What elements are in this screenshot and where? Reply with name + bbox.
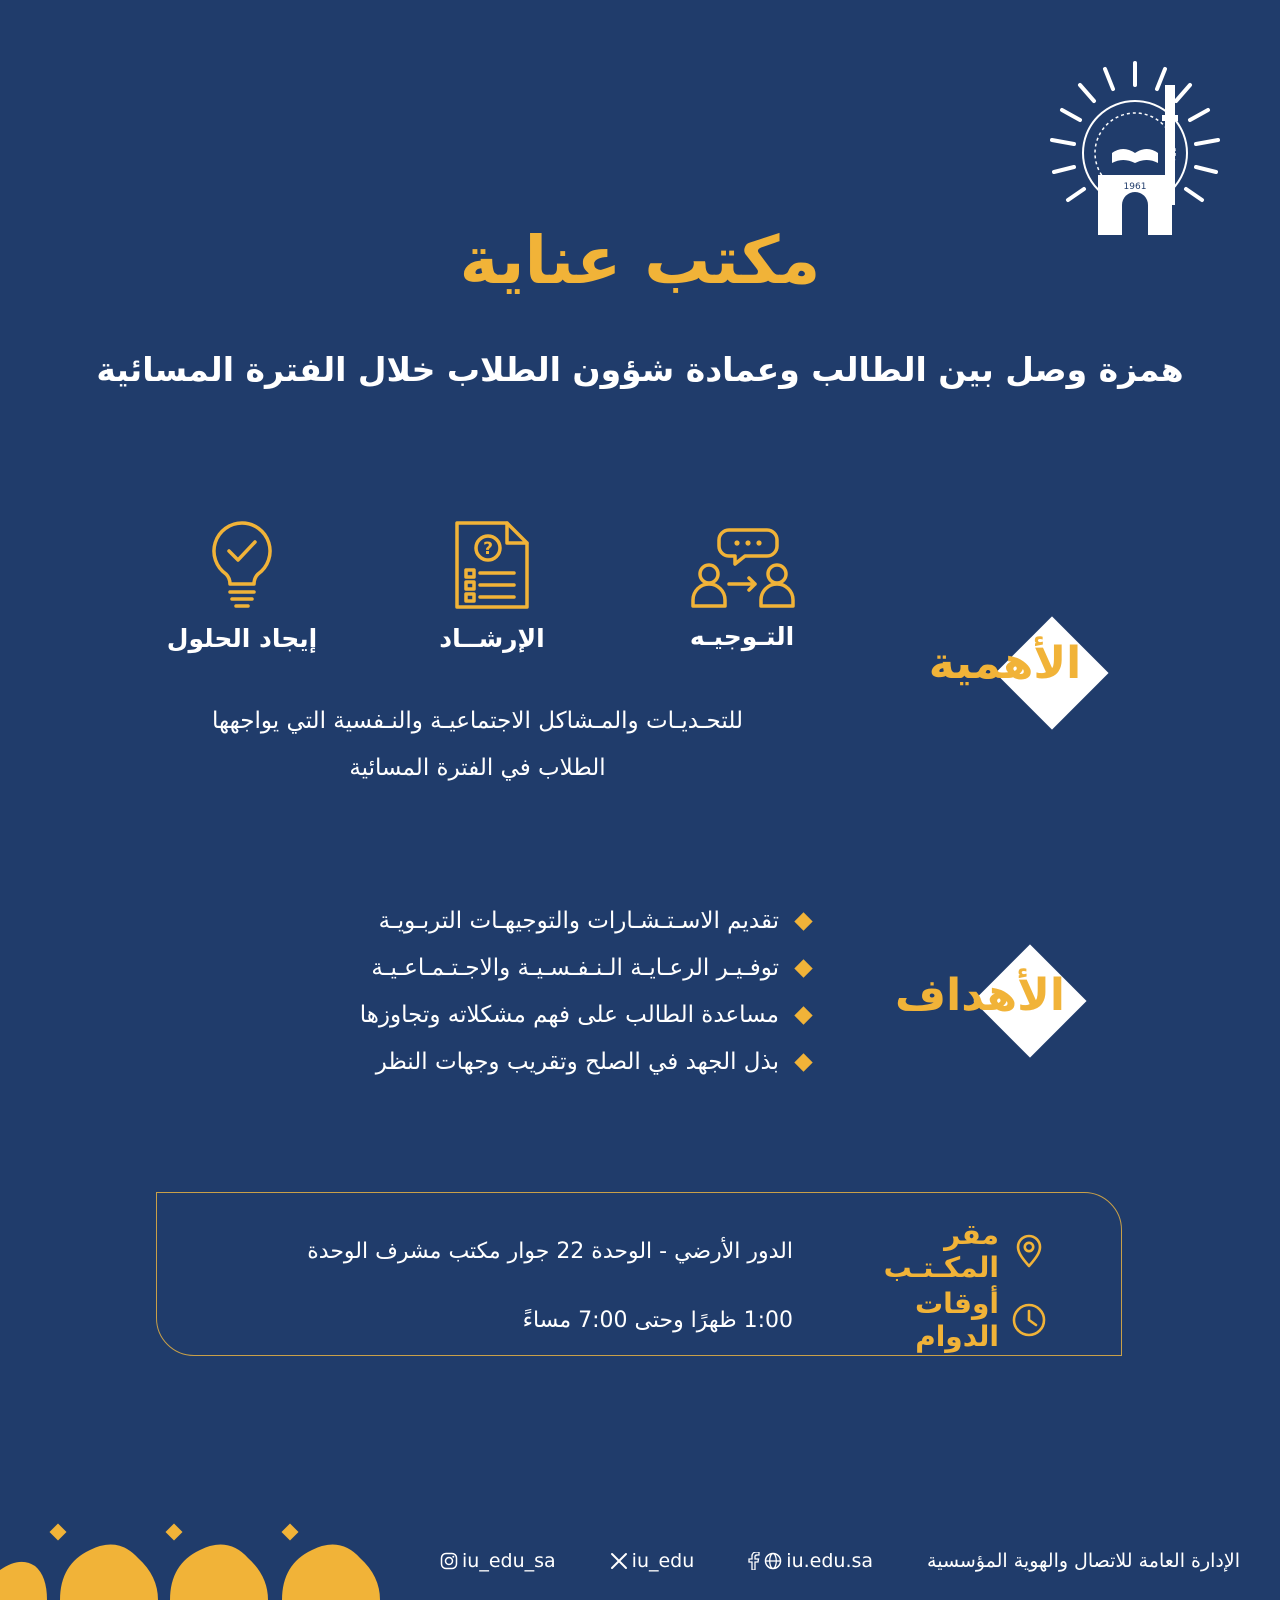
goals-list <box>300 898 810 1086</box>
footer <box>440 1545 1240 1577</box>
facebook-icon <box>748 1552 760 1570</box>
footer-org: الإدارة العامة للاتصال والهوية المؤسسية <box>927 1550 1240 1572</box>
website-text: iu.edu.sa <box>786 1550 874 1572</box>
decorative-domes <box>0 1520 420 1600</box>
goal-text: بذل الجهد في الصلح وتقريب وجهات النظر <box>375 1049 779 1075</box>
feature-label: الإرشــاد <box>439 624 545 653</box>
website-link[interactable] <box>748 1550 873 1572</box>
x-handle-text: iu_edu <box>631 1550 695 1572</box>
globe-icon <box>764 1552 782 1570</box>
hours-row <box>523 1287 1047 1353</box>
diamond-bullet-icon <box>794 1006 812 1024</box>
hours-value: 1:00 ظهرًا وحتى 7:00 مساءً <box>522 1307 793 1333</box>
feature-label: إيجاد الحلول <box>166 624 318 653</box>
x-logo-icon <box>610 1552 628 1570</box>
diamond-bullet-icon <box>794 1053 812 1071</box>
instagram-icon <box>440 1552 458 1570</box>
importance-heading: الأهمية <box>928 638 1082 689</box>
feature-guidance <box>622 522 862 651</box>
feature-counseling <box>372 520 612 653</box>
question-document-icon <box>452 520 532 610</box>
goal-item <box>300 898 810 945</box>
page-title: مكتب عناية <box>459 222 821 299</box>
goals-heading: الأهداف <box>895 970 1065 1021</box>
diamond-bullet-icon <box>794 912 812 930</box>
location-pin-icon <box>1011 1233 1047 1269</box>
instagram-link[interactable] <box>440 1550 556 1572</box>
page-subtitle: همزة وصل بين الطالب وعمادة شؤون الطلاب خلال الفترة المسائية <box>96 350 1184 389</box>
goal-item <box>300 992 810 1039</box>
importance-description <box>150 698 805 792</box>
svg-text:1961: 1961 <box>1123 182 1147 192</box>
feature-label: التـوجيـه <box>689 622 795 651</box>
svg-text:?: ? <box>483 539 493 559</box>
goal-text: تقديم الاسـتـشـارات والتوجيهـات التربـويـة <box>378 908 779 934</box>
location-row <box>307 1218 1047 1284</box>
hours-label: أوقات الدوام <box>915 1287 999 1353</box>
goal-item <box>300 945 810 992</box>
goal-text: توفـيـر الرعـايـة الـنـفـسـيـة والاجـتـمـاعـيـة <box>371 955 779 981</box>
users-chat-icon <box>687 522 797 608</box>
importance-text-line: الطلاب في الفترة المسائية <box>349 755 606 781</box>
lightbulb-check-icon <box>210 520 274 610</box>
clock-icon <box>1011 1302 1047 1338</box>
location-label: مقر المكـتـب <box>883 1218 999 1284</box>
x-link[interactable] <box>610 1550 695 1572</box>
goal-item <box>300 1039 810 1086</box>
diamond-bullet-icon <box>794 959 812 977</box>
feature-solutions <box>122 520 362 653</box>
instagram-handle-text: iu_edu_sa <box>462 1550 556 1572</box>
goal-text: مساعدة الطالب على فهم مشكلاته وتجاوزها <box>359 1002 779 1028</box>
university-logo <box>1040 55 1230 245</box>
location-value: الدور الأرضي - الوحدة 22 جوار مكتب مشرف الوحدة <box>307 1238 793 1264</box>
importance-text-line: للتحـديـات والمـشاكل الاجتماعيـة والنـفسية التي يواجهها <box>212 708 743 734</box>
